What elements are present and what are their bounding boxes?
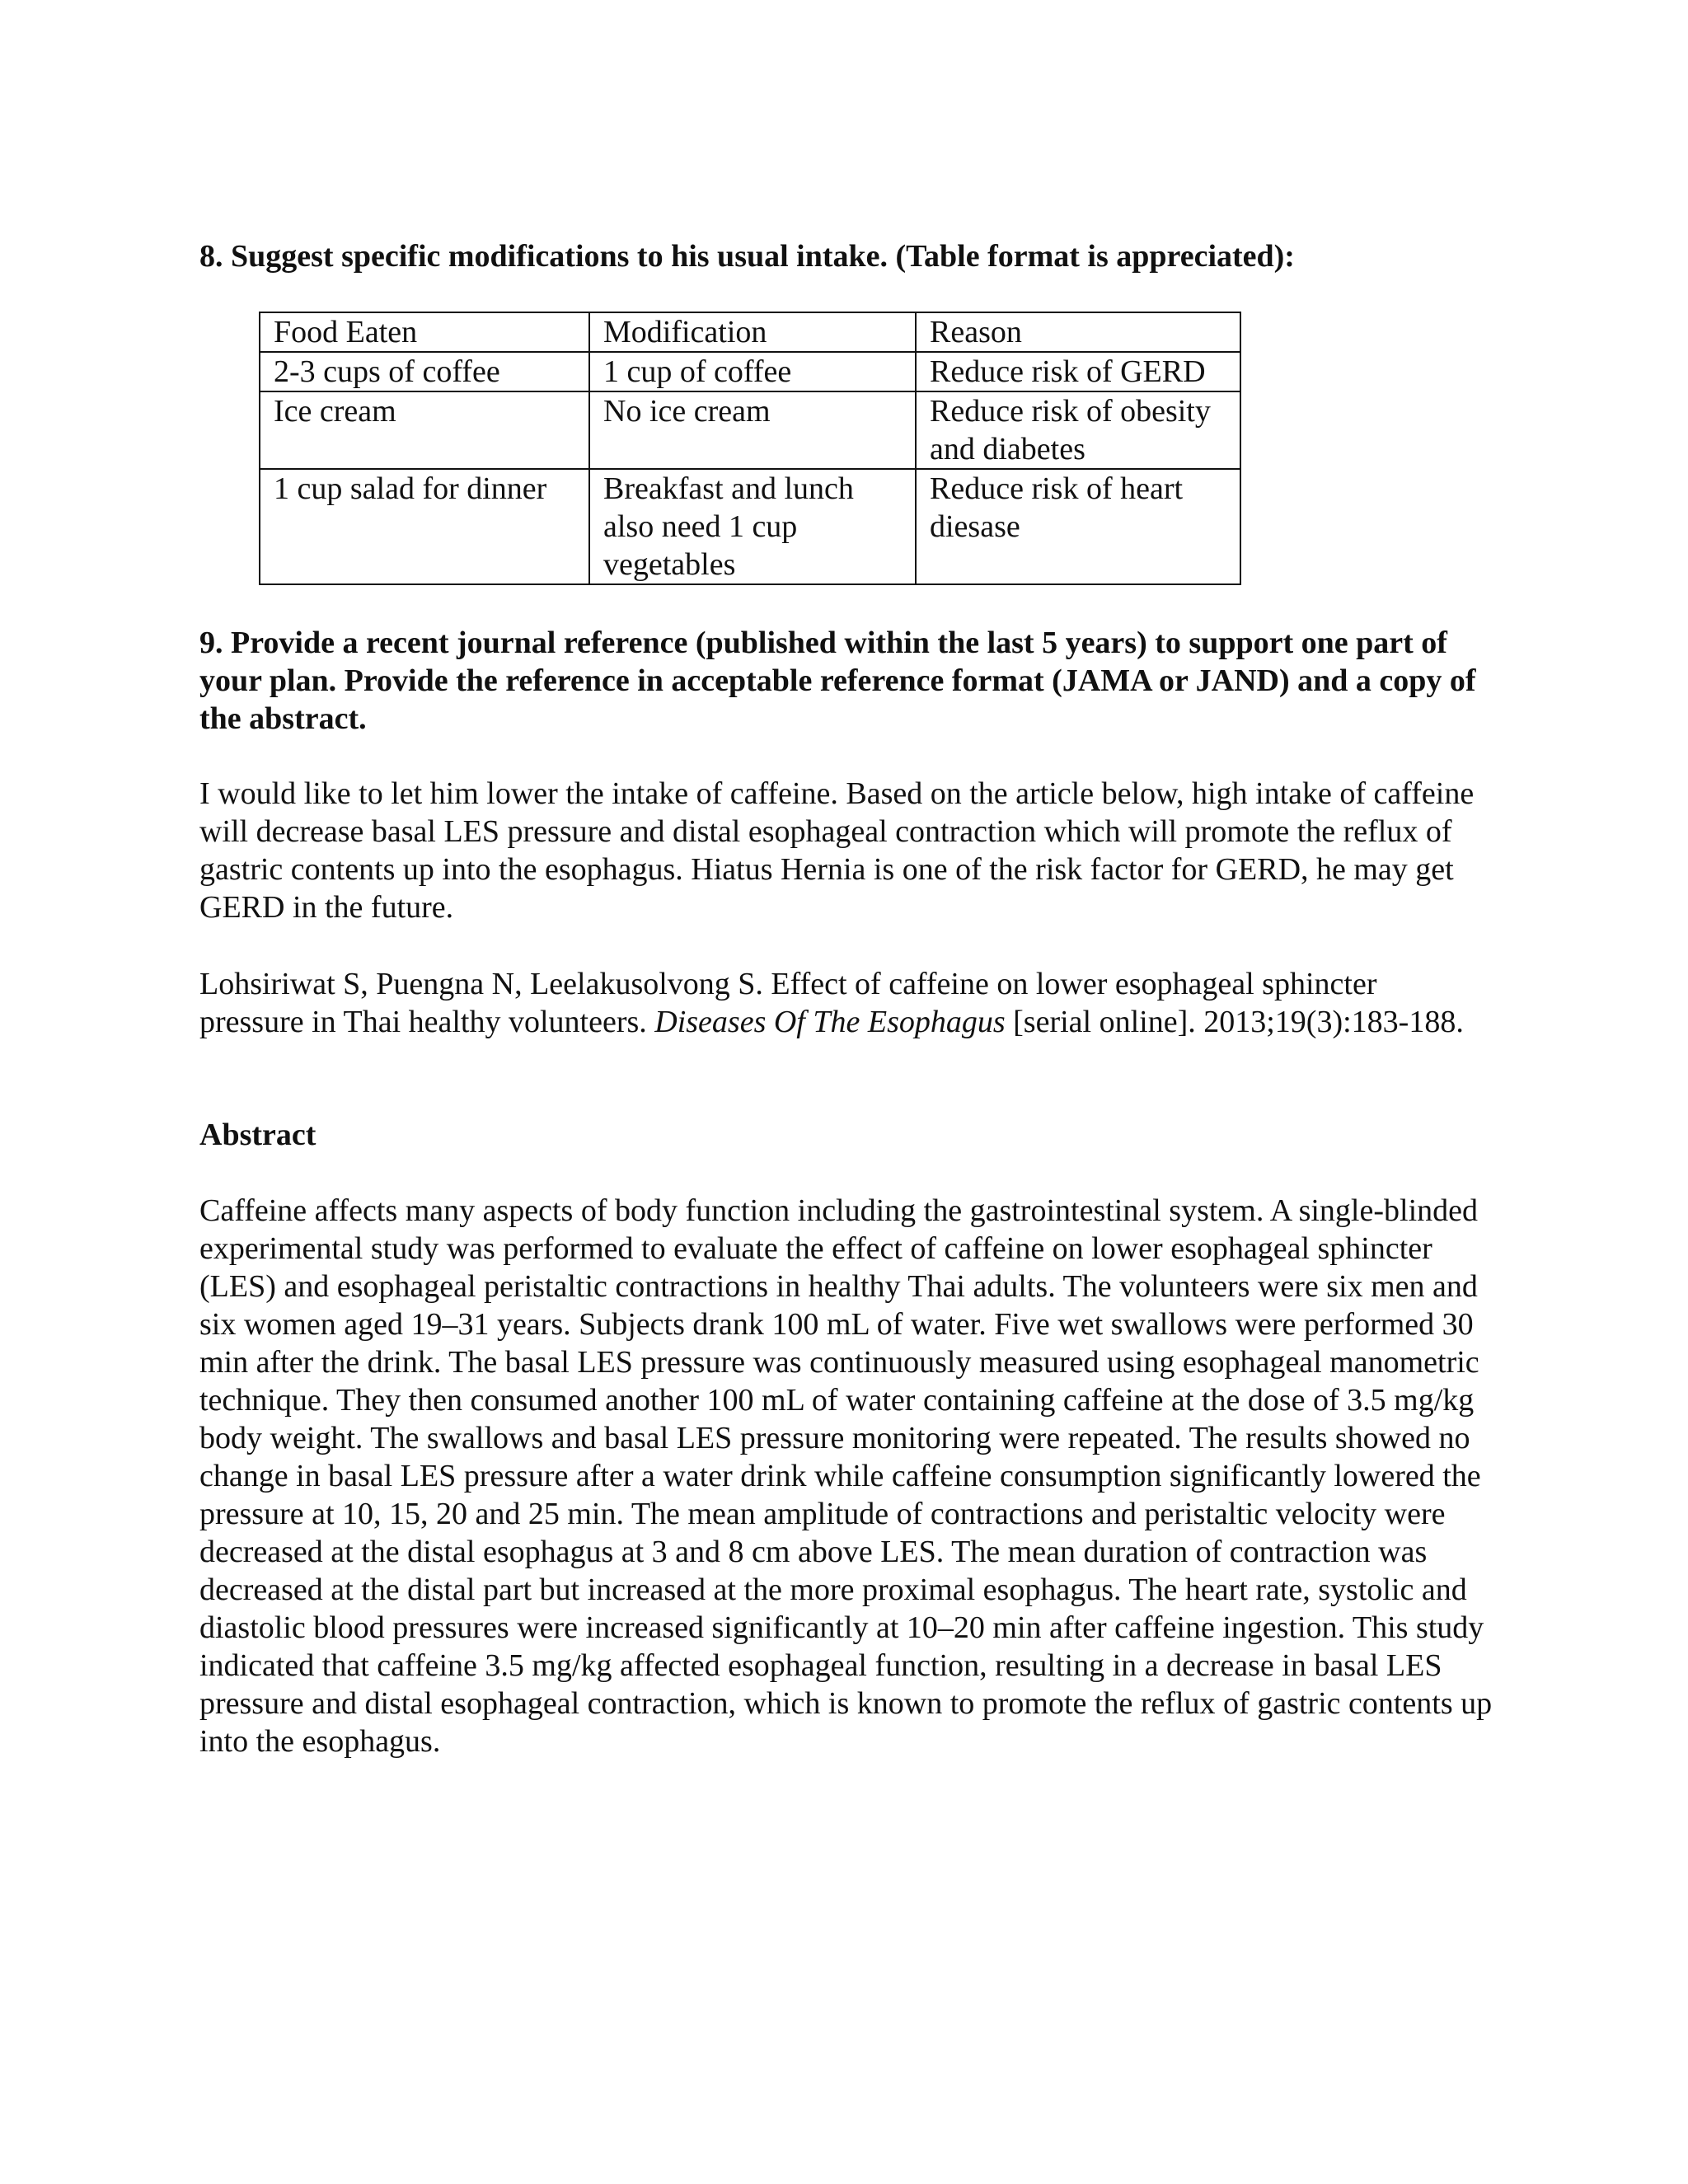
table-row	[260, 391, 1240, 469]
table-cell: Breakfast and lunch also need 1 cup vegetables	[589, 469, 916, 584]
table-header-cell: Modification	[589, 312, 916, 352]
table-header-row	[260, 312, 1240, 352]
table-cell: Ice cream	[260, 391, 589, 469]
modifications-table	[259, 312, 1241, 585]
table-row	[260, 352, 1240, 391]
table-cell: No ice cream	[589, 391, 916, 469]
journal-reference	[199, 965, 1485, 1041]
table-cell: 1 cup salad for dinner	[260, 469, 589, 584]
table-header-cell: Food Eaten	[260, 312, 589, 352]
reference-details: [serial online]. 2013;19(3):183-188.	[1005, 1005, 1464, 1039]
answer-paragraph: I would like to let him lower the intake of caffeine. Based on the article below, high intake of caffeine will decrease basal LES pressure and distal esophageal contraction which will promote the reflux of gastric contents up into the esophagus. Hiatus Hernia is one of the risk factor for GERD, he may get GERD in the future.	[199, 776, 1475, 925]
table-row	[260, 469, 1240, 584]
abstract-paragraph: Caffeine affects many aspects of body function including the gastrointestinal system. A single-blinded experimental study was performed to evaluate the effect of caffeine on lower esophageal sphincter (LES) and esophageal peristaltic contractions in healthy Thai adults. The volunteers were six men and six women aged 19–31 years. Subjects drank 100 mL of water. Five wet swallows were performed 30 min after the drink. The basal LES pressure was continuously measured using esophageal manometric technique. They then consumed another 100 mL of water containing caffeine at the dose of 3.5 mg/kg body weight. The swallows and basal LES pressure monitoring were repeated. The results showed no change in basal LES pressure after a water drink while caffeine consumption significantly lowered the pressure at 10, 15, 20 and 25 min. The mean amplitude of contractions and peristaltic velocity were decreased at the distal esophagus at 3 and 8 cm above LES. The mean duration of contraction was decreased at the distal part but increased at the more proximal esophagus. The heart rate, systolic and diastolic blood pressures were increased significantly at 10–20 min after caffeine ingestion. This study indicated that caffeine 3.5 mg/kg affected esophageal function, resulting in a decrease in basal LES pressure and distal esophageal contraction, which is known to promote the reflux of gastric contents up into the esophagus.	[199, 1193, 1493, 1759]
table-header-cell: Reason	[916, 312, 1240, 352]
reference-journal-name: Diseases Of The Esophagus	[654, 1005, 1006, 1039]
table-cell: Reduce risk of GERD	[916, 352, 1240, 391]
question-8-heading: 8. Suggest specific modifications to his usual intake. (Table format is appreciated):	[199, 239, 1295, 274]
question-9-heading: 9. Provide a recent journal reference (published within the last 5 years) to support one part of your plan. Provide the reference in acceptable reference format (JAMA or JAND) and a copy of the abstract.	[199, 626, 1476, 736]
table-cell: Reduce risk of heart diesase	[916, 469, 1240, 584]
table-cell: 2-3 cups of coffee	[260, 352, 589, 391]
reference-authors-title: Lohsiriwat S, Puengna N, Leelakusolvong S. Effect of caffeine on lower esophageal sphincter pressure in Thai healthy volunteers.	[199, 967, 1377, 1039]
abstract-heading: Abstract	[199, 1118, 316, 1152]
table-cell: 1 cup of coffee	[589, 352, 916, 391]
table-cell: Reduce risk of obesity and diabetes	[916, 391, 1240, 469]
